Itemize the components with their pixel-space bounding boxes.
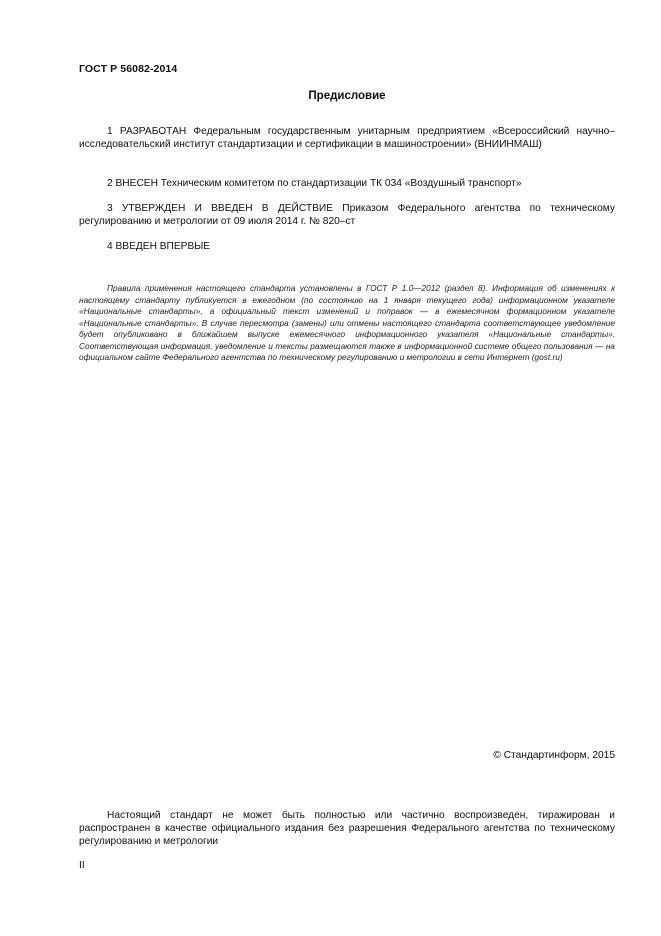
- page-number: II: [79, 860, 85, 871]
- copyright-notice: © Стандартинформ, 2015: [493, 750, 615, 761]
- application-rules-note: Правила применения настоящего стандарта установлены в ГОСТ Р 1.0—2012 (раздел 8). Информация об изменениях к настоящему стандарту публикуется в ежегодном (по состоянию на 1 января текущего года) информационном указателе «Национальные стандарты», а официальный текст изменений и поправок — в ежемесячном формационном указателе «Национальные стандарты». В случае пересмотра (замены) или отмены настоящего стандарта соответствующее уведомление будет опубликовано в ближайшем выпуске ежемесячного информационного указателя «Национальные стандарты». Соответствующая информация, уведомление и тексты размещаются также в информационной системе общего пользования — на официальном сайте Федерального агентства по техническому регулированию и метрологии в сети Интернет (gost.ru): [79, 283, 615, 362]
- reproduction-notice: Настоящий стандарт не может быть полностью или частично воспроизведен, тиражирован и распространен в качестве официального издания без разрешения Федерального агентства по техническому регулированию и метрологии: [79, 810, 615, 847]
- foreword-title: Предисловие: [308, 90, 386, 102]
- foreword-item-first-introduced: 4 ВВЕДЕН ВПЕРВЫЕ: [107, 241, 211, 252]
- foreword-item-approved: 3 УТВЕРЖДЕН И ВВЕДЕН В ДЕЙСТВИЕ Приказом Федерального агентства по техническому регулированию и метрологии от 09 июля 2014 г. № 820–ст: [79, 203, 615, 227]
- foreword-item-introduced: 2 ВНЕСЕН Техническим комитетом по стандартизации ТК 034 «Воздушный транспорт»: [107, 178, 522, 189]
- standard-code: ГОСТ Р 56082-2014: [79, 63, 178, 75]
- foreword-item-developed: 1 РАЗРАБОТАН Федеральным государственным унитарным предприятием «Всероссийский научно–исследовательский институт стандартизации и сертификации в машиностроении» (ВНИИНМАШ): [79, 126, 615, 150]
